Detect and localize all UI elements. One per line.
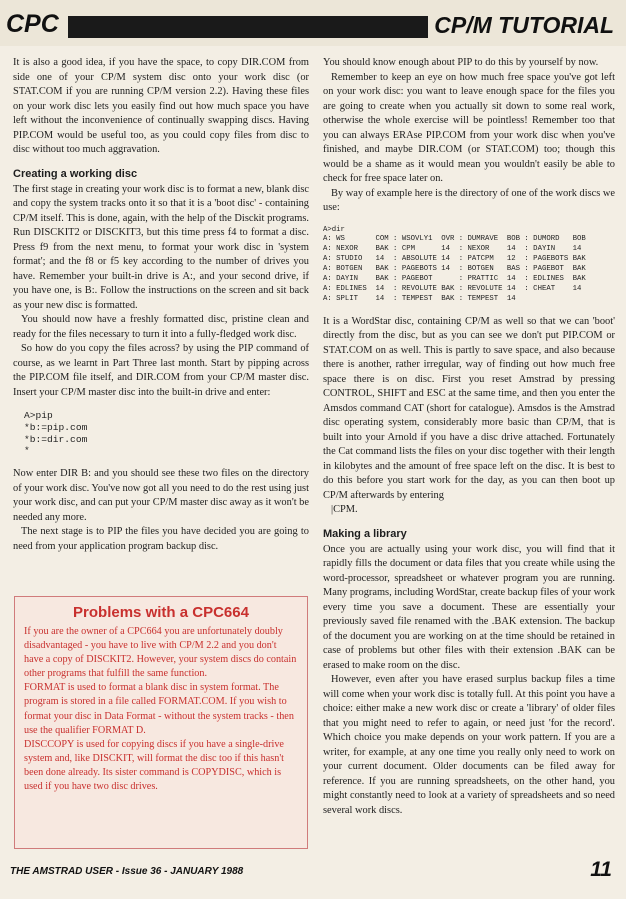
- right-paragraph-4: [323, 315, 615, 518]
- code-line: A>pip: [24, 410, 53, 421]
- header-left-title: CPC: [2, 9, 68, 39]
- cpc664-sidebar-box: [14, 596, 308, 849]
- right-paragraph-5: Once you are actually using your work disc, you will find that it rapidly fills the document or data files that you create while using the word-processor, spreadsheet or whatever program you are running. Many programs, including WordStar, create backup files of your work every time you save a document. These are essentially your previously saved file renamed with the .BAK extension. The backup of the document you are working on at the time should be retained in case of problems but other files with their extension .BAK can be erased to make room on the disc.: [323, 543, 616, 671]
- left-paragraph-4: So how do you copy the files across? by using the PIP command of course, as we learnt in Part Three last month. Start by pipping across the PIP.COM file itself, and DIR.COM from your CP/M master disc. Insert your CP/M master disc into the built-in drive and enter:: [13, 343, 309, 398]
- left-column: [13, 56, 309, 554]
- right-paragraph-3: By way of example here is the directory of one of the work discs we use:: [323, 187, 615, 213]
- code-line: *b:=dir.com: [24, 433, 88, 445]
- header-right-title: CP/M TUTORIAL: [428, 9, 620, 41]
- page-header: [0, 0, 626, 46]
- dir-line: A: NEXOR BAK : CPM 14 : NEXOR 14 : DAYIN 14: [323, 245, 582, 254]
- dir-line: A: EDLINES 14 : REVOLUTE BAK : REVOLUTE 14 : CHEAT 14: [323, 284, 582, 293]
- dir-line: A: SPLIT 14 : TEMPEST BAK : TEMPEST 14: [323, 294, 516, 303]
- dir-line: A>dir: [323, 225, 345, 234]
- left-paragraph-2: The first stage in creating your work disc is to format a new, blank disc and copy the system tracks onto it so that it is a 'boot disc' - containing CP/M itself. This is done, again, with the help of the Disckit programs. Run DISCKIT2 or DISCKIT3, but this time press f4 to format a disc. Press f9 from the next menu, to format your work disc in 'system format'; and the f8 or f5 key according to the number of drives you have. Remember your built-in drive is A:, and your second drive, if you have one, is B:. Follow the instructions on the screen and sit back as your new disc is formatted.: [13, 183, 309, 311]
- sidebar-paragraph-3: DISCCOPY is used for copying discs if you have a single-drive system and, like DISCKIT, will format the disc too if this hasn't been done already. Its sister command is COPYDISC, which is used if you have two disc drives.: [24, 738, 284, 793]
- left-paragraph-1: It is also a good idea, if you have the space, to copy DIR.COM from side one of your CP/M system disc onto your work disc (or STAT.COM if you are running CP/M version 2.2). Having these files on your work disc lets you easily find out how much space you have left without the inconvenience of continually swapping discs. Having PIP.COM would be useful too, as you could copy files from disc to disc without too much aggravation.: [13, 57, 309, 155]
- right-column: [323, 56, 615, 818]
- heading-creating-working-disc: Creating a working disc: [13, 167, 138, 180]
- page-number: 11: [590, 858, 612, 881]
- cpm-command: |CPM.: [331, 504, 358, 516]
- footer-text: THE AMSTRAD USER - Issue 36 - JANUARY 1988: [10, 866, 244, 877]
- sidebar-paragraph-2: FORMAT is used to format a blank disc in system format. The program is stored in a file called FORMAT.COM. If you wish to format your disc in Data Format - without the system tracks - then use the qualifier FORMAT D.: [24, 682, 294, 736]
- dir-line: A: DAYIN BAK : PAGEBOT : PRATTIC 14 : EDLINES BAK: [323, 275, 586, 284]
- pip-code-listing: [24, 410, 309, 457]
- dir-line: A: STUDIO 14 : ABSOLUTE 14 : PATCPM 12 : PAGEBOTS BAK: [323, 255, 586, 264]
- heading-making-library: Making a library: [323, 527, 407, 540]
- left-paragraph-5: Now enter DIR B: and you should see these two files on the directory of your work disc. You've now got all you need to do the rest using just your work disc, and can put your CP/M master disc away as it won't be needed any more.: [13, 468, 309, 523]
- right-paragraph-1: You should know enough about PIP to do this by yourself by now.: [323, 57, 599, 68]
- directory-listing: [323, 226, 615, 305]
- dir-line: A: WS COM : WSOVLY1 OVR : DUMRAVE BOB : DUMORD BOB: [323, 235, 586, 244]
- right-paragraph-6: However, even after you have erased surplus backup files a time will come when your work disc is totally full. At this point you have a choice: either make a new work disc or create a 'library' of older files that you might need to refer to again, or need just 'for the record'. Which choice you make depends on your work pattern. If you are a writer, for example, at any one time you really only need to work on your current document. Older documents can be filed away for reference. If you are running spreadsheets, on the other hand, you might constantly need to look at a variety of spreadsheets and so need several work discs.: [323, 674, 615, 816]
- right-paragraph-2: Remember to keep an eye on how much free space you've got left on your work disc: you want to leave enough space for the files you are going to create when you actually sit down to some real work, otherwise the whole exercise will be pointless! Remember too that you can always ERAse PIP.COM from your work disc when you've finished, and maybe DIR.COM (or STAT.COM) too; though this would be a shame as it would mean you wouldn't easily be able to check for free space later on.: [323, 71, 615, 184]
- left-paragraph-3: You should now have a freshly formatted disc, pristine clean and ready for the files necessary to turn it into a fully-fledged work disc.: [13, 314, 309, 340]
- code-line: *: [24, 445, 30, 457]
- sidebar-paragraph-1: If you are the owner of a CPC664 you are unfortunately doubly disadvantaged - you have to live with CP/M 2.2 and you don't have a copy of DISCKIT2. However, your system discs do contain other programs that fulfill the same function.: [24, 626, 297, 680]
- right-paragraph-4-text: It is a WordStar disc, containing CP/M as well so that we can 'boot' directly from the disc, but as you can see we don't put PIP.COM or STAT.COM on as well. This is partly to save space, and also because there is another, rather irregular, way of finding out how much free space there is on disc. First you reset Amstrad by pressing CONTROL, SHIFT and ESC at the same time, and then you enter the Amsdos command CAT (short for catalogue). Amsdos is the Amstrad disc operating system, considerably more basic than CP/M, that is built into your Arnold if you have a disc drive attached. Fortunately the Cat command lists the files on your disc together with their length in kilobytes and the amount of free space left on the disc. It is best to do this before you start work for the day, as you can then boot up CP/M afterwards by entering: [323, 315, 615, 501]
- sidebar-title: Problems with a CPC664: [73, 604, 249, 621]
- code-line: *b:=pip.com: [24, 421, 88, 433]
- left-paragraph-6: The next stage is to PIP the files you have decided you are going to need from your application program backup disc.: [13, 526, 309, 552]
- dir-line: A: BOTGEN BAK : PAGEBOTS 14 : BOTGEN BAS : PAGEBOT BAK: [323, 265, 586, 274]
